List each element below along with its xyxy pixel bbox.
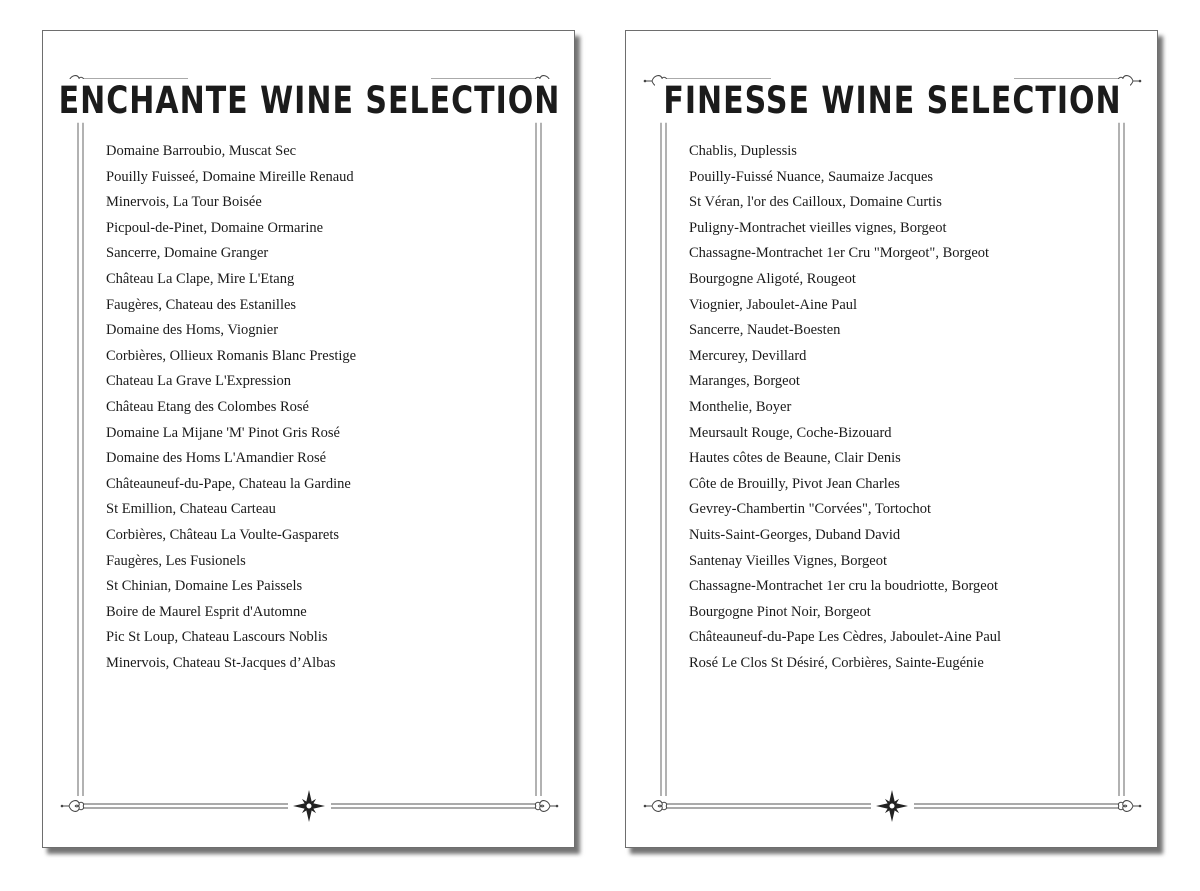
enchante-wine-card <box>42 30 575 848</box>
list-item: Rosé Le Clos St Désiré, Corbières, Sainte-Eugénie <box>689 654 984 671</box>
list-item: Château Etang des Colombes Rosé <box>106 398 309 415</box>
compass-star-icon <box>293 790 325 822</box>
wine-list <box>106 139 554 676</box>
list-item: Châteauneuf-du-Pape, Chateau la Gardine <box>106 475 351 492</box>
list-item: Pouilly-Fuissé Nuance, Saumaize Jacques <box>689 168 934 185</box>
list-item: Minervois, Chateau St-Jacques d’Albas <box>106 654 336 671</box>
list-item: Hautes côtes de Beaune, Clair Denis <box>689 450 901 467</box>
list-item: Santenay Vieilles Vignes, Borgeot <box>689 552 888 569</box>
list-item: Mercurey, Devillard <box>689 347 807 364</box>
list-item: Pic St Loup, Chateau Lascours Noblis <box>106 629 328 646</box>
list-item: Viognier, Jaboulet-Aine Paul <box>689 296 858 313</box>
compass-star-icon <box>876 790 908 822</box>
list-item: St Chinian, Domaine Les Paissels <box>106 578 303 595</box>
list-item: Bourgogne Pinot Noir, Borgeot <box>689 603 871 620</box>
list-item: Corbières, Château La Voulte-Gasparets <box>106 526 340 543</box>
card-title-text: FINESSE WINE SELECTION <box>655 79 1129 123</box>
list-item: Gevrey-Chambertin "Corvées", Tortochot <box>689 501 932 518</box>
list-item: Meursault Rouge, Coche-Bizouard <box>689 424 892 441</box>
list-item: Faugères, Chateau des Estanilles <box>106 296 297 313</box>
flourish-left-icon <box>61 801 84 812</box>
list-item: Chateau La Grave L'Expression <box>106 373 292 390</box>
list-item: Domaine des Homs L'Amandier Rosé <box>106 450 327 467</box>
list-item: Bourgogne Aligoté, Rougeot <box>689 270 856 287</box>
list-item: St Véran, l'or des Cailloux, Domaine Curtis <box>689 194 942 211</box>
list-item: Nuits-Saint-Georges, Duband David <box>689 526 901 543</box>
card-title <box>43 79 576 123</box>
list-item: Domaine des Homs, Viognier <box>106 322 279 339</box>
card-title-text: ENCHANTE WINE SELECTION <box>51 79 569 123</box>
flourish-left-icon <box>644 801 667 812</box>
list-item: Sancerre, Naudet-Boesten <box>689 322 841 339</box>
list-item: Château La Clape, Mire L'Etang <box>106 270 295 287</box>
list-item: Boire de Maurel Esprit d'Automne <box>106 603 307 620</box>
list-item: Pouilly Fuisseé, Domaine Mireille Renaud <box>106 168 354 185</box>
list-item: Sancerre, Domaine Granger <box>106 245 269 262</box>
list-item: Domaine La Mijane 'M' Pinot Gris Rosé <box>106 424 340 441</box>
list-item: Côte de Brouilly, Pivot Jean Charles <box>689 475 900 492</box>
list-item: Chassagne-Montrachet 1er cru la boudriotte, Borgeot <box>689 578 998 595</box>
list-item: Chablis, Duplessis <box>689 143 797 159</box>
list-item: Faugères, Les Fusionels <box>106 552 246 569</box>
list-item: Maranges, Borgeot <box>689 373 800 390</box>
list-item: Châteauneuf-du-Pape Les Cèdres, Jaboulet-Aine Paul <box>689 629 1002 646</box>
list-item: Corbières, Ollieux Romanis Blanc Prestige <box>106 347 357 364</box>
list-item: Chassagne-Montrachet 1er Cru "Morgeot", Borgeot <box>689 245 990 262</box>
list-item: St Emillion, Chateau Carteau <box>106 501 276 518</box>
list-item: Minervois, La Tour Boisée <box>106 194 262 211</box>
list-item: Picpoul-de-Pinet, Domaine Ormarine <box>106 219 324 236</box>
finesse-wine-card <box>625 30 1158 848</box>
list-item: Puligny-Montrachet vieilles vignes, Borgeot <box>689 219 947 236</box>
flourish-right-icon <box>535 801 558 812</box>
list-item: Monthelie, Boyer <box>689 398 792 415</box>
wine-list <box>689 139 1137 676</box>
list-item: Domaine Barroubio, Muscat Sec <box>106 143 297 159</box>
flourish-right-icon <box>1118 801 1141 812</box>
card-title <box>626 79 1159 123</box>
